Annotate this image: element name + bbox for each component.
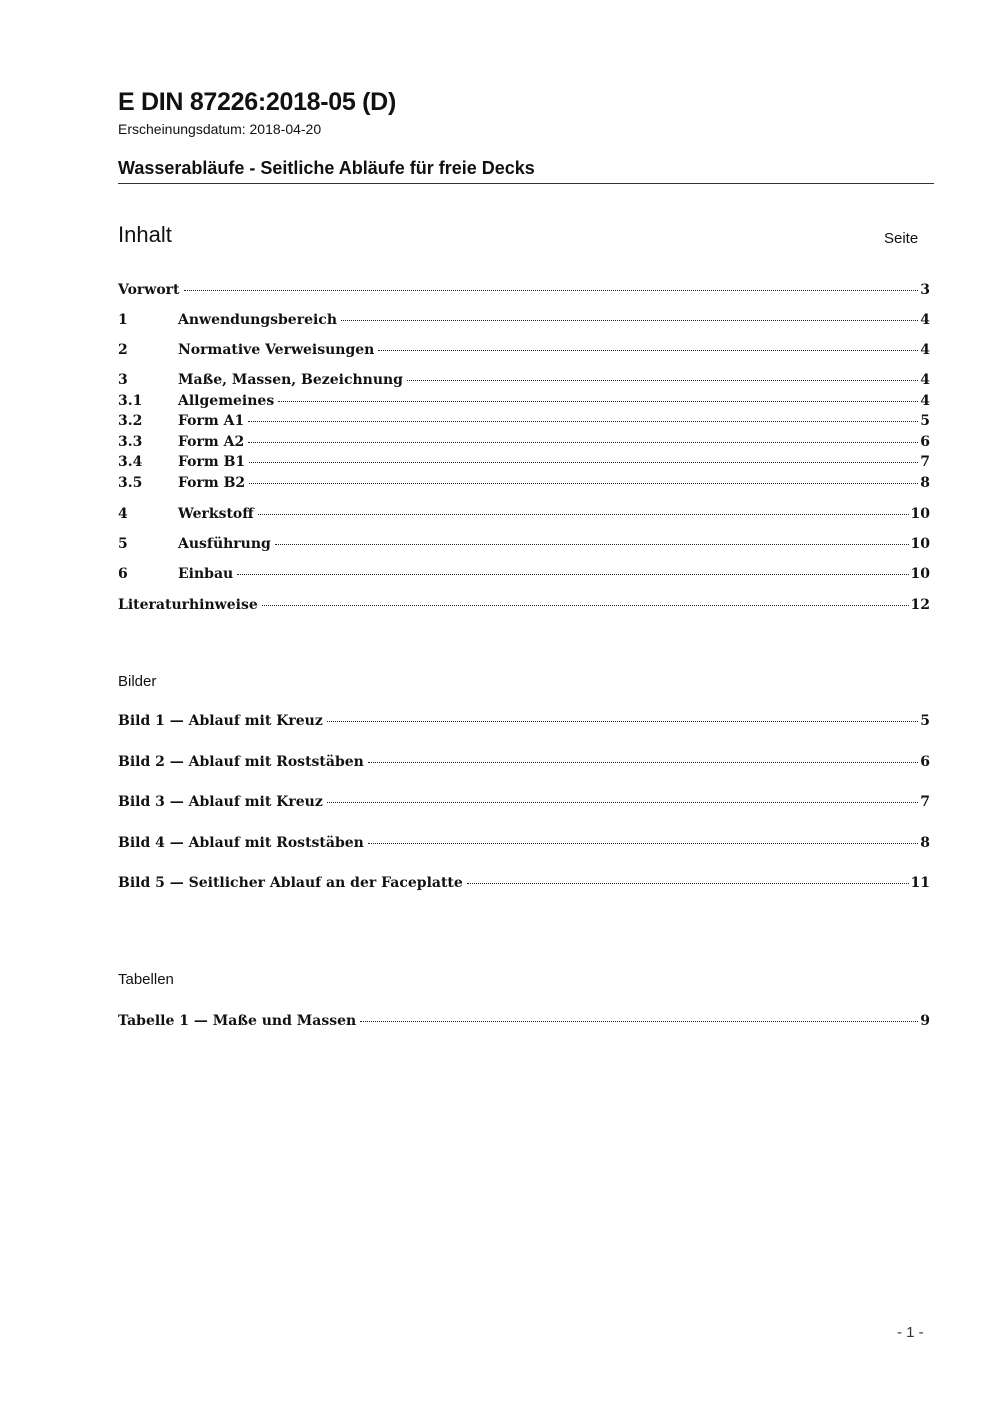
dot-leader xyxy=(327,721,918,722)
toc-entry-label: Einbau xyxy=(178,566,234,582)
toc-entry-general[interactable] xyxy=(118,392,930,410)
figure-entry-3[interactable] xyxy=(118,793,930,811)
table-entry-label: Tabelle 1 — Maße und Massen xyxy=(118,1013,357,1029)
toc-entry-label: Vorwort xyxy=(118,282,180,298)
toc-entry-label: Form B1 xyxy=(178,454,246,470)
toc-entry-page: 3 xyxy=(920,282,930,298)
dot-leader xyxy=(368,843,918,844)
figure-entry-label: Bild 2 — Ablauf mit Roststäben xyxy=(118,754,364,770)
toc-entry-number: 1 xyxy=(118,312,128,328)
toc-entry-number: 3.1 xyxy=(118,393,143,409)
toc-entry-number: 6 xyxy=(118,566,128,582)
figure-entry-page: 6 xyxy=(920,754,930,770)
toc-entry-page: 4 xyxy=(920,312,930,328)
toc-entry-scope[interactable] xyxy=(118,311,930,329)
dot-leader xyxy=(249,462,918,463)
table-entry-page: 9 xyxy=(920,1013,930,1029)
toc-entry-label: Form B2 xyxy=(178,475,246,491)
toc-entry-number: 3.2 xyxy=(118,413,143,429)
toc-entry-form-b1[interactable] xyxy=(118,453,930,471)
toc-entry-page: 6 xyxy=(920,434,930,450)
dot-leader xyxy=(467,883,909,884)
dot-leader xyxy=(248,421,918,422)
dot-leader xyxy=(249,483,918,484)
title-divider xyxy=(118,183,934,184)
dot-leader xyxy=(262,605,909,606)
document-subject: Wasserabläufe - Seitliche Abläufe für freie Decks xyxy=(118,158,535,178)
toc-entry-page: 10 xyxy=(910,536,930,552)
dot-leader xyxy=(184,290,919,291)
figure-entry-page: 8 xyxy=(920,835,930,851)
figure-entry-4[interactable] xyxy=(118,834,930,852)
dot-leader xyxy=(275,544,909,545)
figure-entry-label: Bild 5 — Seitlicher Ablauf an der Faceplatte xyxy=(118,875,463,891)
toc-entry-page: 10 xyxy=(910,566,930,582)
toc-entry-form-b2[interactable] xyxy=(118,474,930,492)
toc-entry-page: 4 xyxy=(920,342,930,358)
toc-entry-page: 5 xyxy=(920,413,930,429)
toc-entry-normative-references[interactable] xyxy=(118,341,930,359)
dot-leader xyxy=(258,514,909,515)
dot-leader xyxy=(278,401,918,402)
toc-entry-page: 8 xyxy=(920,475,930,491)
figure-entry-5[interactable] xyxy=(118,874,930,892)
dot-leader xyxy=(407,380,918,381)
tables-heading: Tabellen xyxy=(118,971,174,988)
toc-entry-number: 4 xyxy=(118,506,128,522)
figure-entry-page: 7 xyxy=(920,794,930,810)
toc-entry-number: 3.3 xyxy=(118,434,143,450)
dot-leader xyxy=(248,442,918,443)
figure-entry-label: Bild 1 — Ablauf mit Kreuz xyxy=(118,713,323,729)
toc-entry-label: Normative Verweisungen xyxy=(178,342,375,358)
toc-entry-number: 3.5 xyxy=(118,475,143,491)
toc-entry-bibliography[interactable] xyxy=(118,596,930,614)
toc-entry-installation[interactable] xyxy=(118,565,930,583)
page-column-label: Seite xyxy=(884,230,919,247)
toc-entry-number: 3 xyxy=(118,372,128,388)
toc-heading: Inhalt xyxy=(118,222,172,247)
toc-entry-number: 2 xyxy=(118,342,128,358)
figure-entry-1[interactable] xyxy=(118,712,930,730)
toc-entry-label: Maße, Massen, Bezeichnung xyxy=(178,372,403,388)
toc-entry-label: Literaturhinweise xyxy=(118,597,258,613)
figure-entry-page: 11 xyxy=(910,875,930,891)
toc-entry-label: Form A2 xyxy=(178,434,245,450)
figure-entry-2[interactable] xyxy=(118,753,930,771)
dot-leader xyxy=(360,1021,918,1022)
toc-entry-design[interactable] xyxy=(118,535,930,553)
figure-entry-label: Bild 3 — Ablauf mit Kreuz xyxy=(118,794,323,810)
toc-entry-number: 5 xyxy=(118,536,128,552)
toc-entry-foreword[interactable] xyxy=(118,281,930,299)
toc-entry-form-a1[interactable] xyxy=(118,412,930,430)
toc-entry-page: 7 xyxy=(920,454,930,470)
figure-entry-label: Bild 4 — Ablauf mit Roststäben xyxy=(118,835,364,851)
dot-leader xyxy=(327,802,918,803)
page-number: - 1 - xyxy=(897,1324,924,1341)
toc-entry-page: 10 xyxy=(910,506,930,522)
figure-entry-page: 5 xyxy=(920,713,930,729)
dot-leader xyxy=(378,350,918,351)
toc-entry-dimensions[interactable] xyxy=(118,371,930,389)
publication-date: Erscheinungsdatum: 2018-04-20 xyxy=(118,121,322,137)
toc-entry-number: 3.4 xyxy=(118,454,143,470)
toc-entry-label: Werkstoff xyxy=(178,506,254,522)
toc-entry-page: 4 xyxy=(920,372,930,388)
toc-entry-label: Anwendungsbereich xyxy=(178,312,337,328)
dot-leader xyxy=(368,762,918,763)
table-entry-1[interactable] xyxy=(118,1012,930,1030)
document-title: E DIN 87226:2018-05 (D) xyxy=(118,88,396,116)
figures-heading: Bilder xyxy=(118,673,157,690)
toc-entry-label: Form A1 xyxy=(178,413,245,429)
toc-entry-material[interactable] xyxy=(118,505,930,523)
toc-entry-page: 4 xyxy=(920,393,930,409)
toc-entry-label: Allgemeines xyxy=(178,393,275,409)
toc-entry-page: 12 xyxy=(910,597,930,613)
dot-leader xyxy=(237,574,908,575)
toc-entry-label: Ausführung xyxy=(178,536,271,552)
dot-leader xyxy=(341,320,918,321)
toc-entry-form-a2[interactable] xyxy=(118,433,930,451)
